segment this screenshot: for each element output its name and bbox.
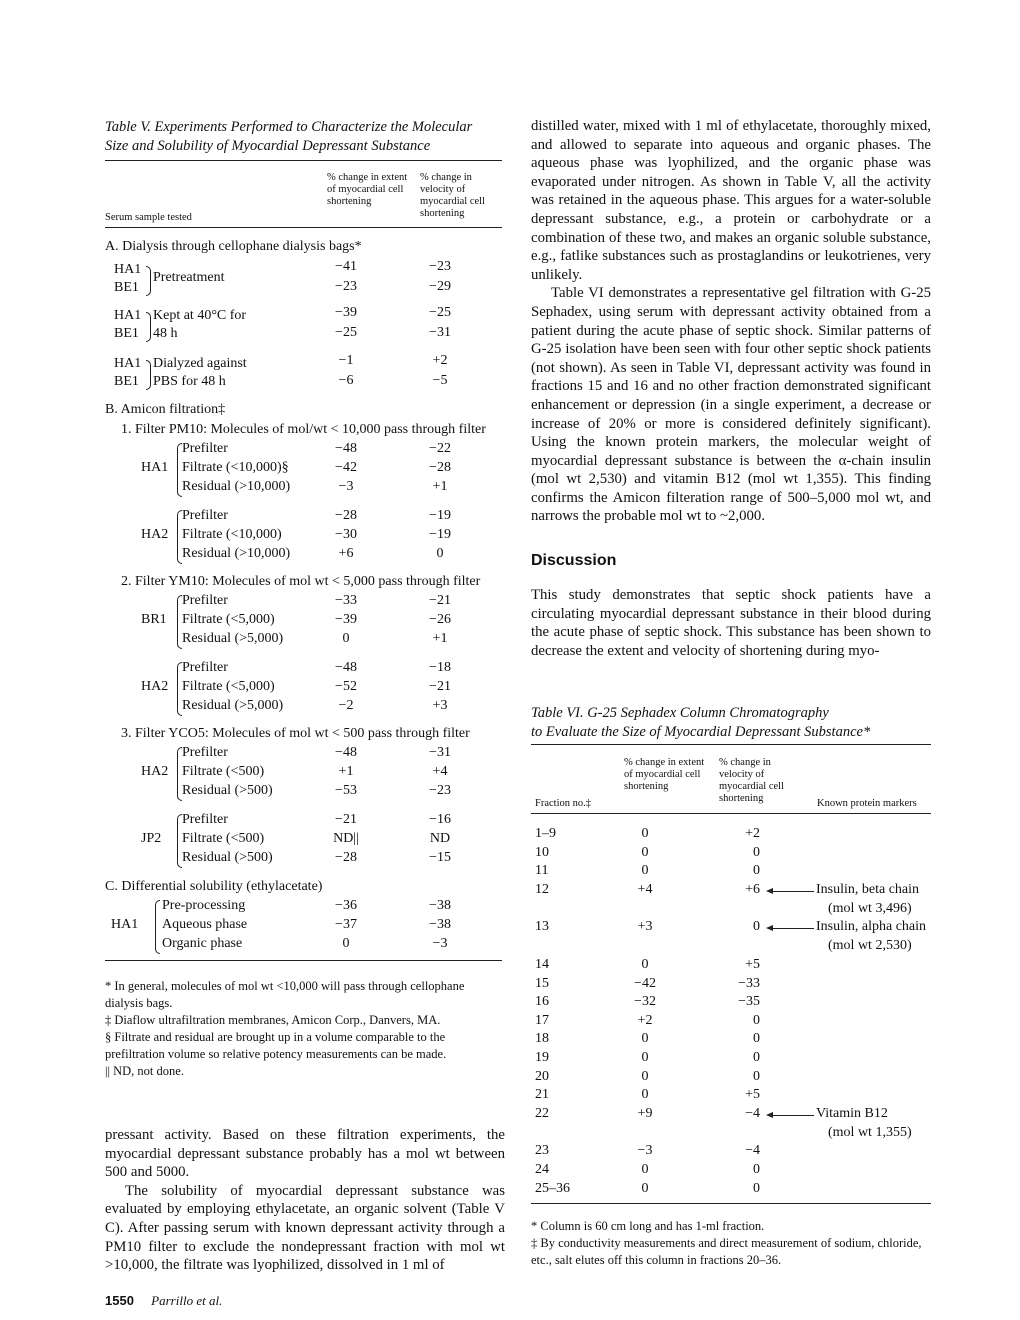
- protein-marker-label: Insulin, beta chain: [816, 881, 920, 897]
- table6-caption-line1: Table VI. G-25 Sephadex Column Chromatography: [531, 705, 829, 721]
- table5-footnote: § Filtrate and residual are brought up in a volume comparable to the prefiltration volume so relative potency measurements can be made.: [105, 1030, 447, 1061]
- paragraph: Table VI demonstrates a representative gel filtration with G-25 Sephadex, using serum with depressant activity obtained from a patient during the acute phase of septic shock. Similar patterns of G-25 isolation have been seen with four other septic shock patients (not shown). As seen in Table VI, depressant activity was found in fractions 15 and 16 and no other fraction demonstrated significant enhancement or depression (in a single experiment, a decrease or increase of 20% or more is considered definitely significant). Using the known protein markers, the molecular weight of myocardial depressant substance is between the α-chain insulin (mol wt 2,530) and vitamin B12 (mol wt 1,355). This finding confirms the Amicon filteration range of 500–5,000 mol wt, and narrows the probable mol wt to ~2,000.: [531, 285, 931, 525]
- velocity-value: 0: [753, 1068, 760, 1084]
- velocity-value: +5: [745, 957, 760, 972]
- extent-value: +9: [637, 1105, 653, 1121]
- velocity-value: +5: [745, 1087, 760, 1103]
- right-body-text: [531, 117, 931, 526]
- extent-value: 0: [342, 936, 350, 951]
- extent-value: +1: [338, 764, 354, 779]
- marker-arrow: [768, 1115, 814, 1116]
- extent-value: −48: [335, 441, 357, 456]
- sample-label: HA2: [141, 764, 169, 779]
- table5-row-desc: Filtrate (<500): [182, 831, 265, 846]
- table6-col-extent: % change in extent of myocardial cell shortening: [624, 757, 705, 792]
- table5-filter-heading: 1. Filter PM10: Molecules of mol/wt < 10,000 pass through filter: [121, 422, 486, 437]
- table5-footnotes: [105, 978, 505, 1080]
- fraction-number: 19: [535, 1050, 549, 1065]
- extent-value: 0: [641, 1050, 649, 1065]
- table5-row-desc: Prefilter: [182, 593, 228, 608]
- brace-mark: [146, 360, 151, 390]
- velocity-value: 0: [436, 546, 444, 561]
- extent-value: −23: [335, 279, 357, 294]
- table5-row-desc: Filtrate (<5,000): [182, 612, 275, 627]
- extent-value: ND||: [333, 831, 359, 846]
- velocity-value: −25: [429, 305, 451, 320]
- sample-label: BE1: [114, 326, 139, 341]
- table5-row-desc: Residual (>5,000): [182, 631, 284, 646]
- extent-value: −39: [335, 612, 357, 627]
- table5-row-desc: Prefilter: [182, 508, 228, 523]
- extent-value: −41: [335, 259, 357, 274]
- extent-value: −52: [335, 679, 357, 694]
- extent-value: +2: [637, 1012, 653, 1028]
- extent-value: 0: [641, 844, 649, 860]
- brace-mark: [155, 900, 160, 954]
- table5-filter-heading: 2. Filter YM10: Molecules of mol wt < 5,000 pass through filter: [121, 574, 481, 589]
- extent-value: −37: [335, 917, 357, 932]
- page-footer: [105, 1293, 222, 1309]
- fraction-number: 13: [535, 919, 549, 935]
- table5-caption-line2: Size and Solubility of Myocardial Depressant Substance: [105, 138, 431, 154]
- velocity-value: +6: [745, 881, 760, 897]
- marker-arrow: [768, 928, 814, 929]
- velocity-value: −21: [429, 679, 451, 694]
- table5-section-heading: A. Dialysis through cellophane dialysis bags*: [105, 239, 362, 254]
- fraction-number: 25–36: [535, 1180, 570, 1196]
- arrow-head-icon: [766, 1112, 773, 1118]
- table5-col-sample: Serum sample tested: [105, 212, 192, 223]
- table5-row-desc: Residual (>500): [182, 783, 273, 798]
- paragraph: The solubility of myocardial depressant substance was evaluated by employing ethylacetate, an organic solvent (Table V C). After passing serum with known depressant activity through a PM10 filter to exclude the nondepressant fraction with mol wt >10,000, the filtrate was lyophilized, dissolved in 1 ml of: [105, 1182, 505, 1274]
- table5-section-heading: C. Differential solubility (ethylacetate): [105, 879, 323, 894]
- sample-label: BR1: [141, 612, 167, 627]
- table5-col-velocity: % change in velocity of myocardial cell shortening: [420, 172, 486, 219]
- velocity-value: −5: [432, 373, 448, 388]
- discussion-heading: Discussion: [531, 552, 617, 569]
- table6-footnote: ‡ By conductivity measurements and direct measurement of sodium, chloride, etc., salt elutes off this column in fractions 20–36.: [531, 1236, 922, 1267]
- table5-row-desc: Dialyzed against: [153, 356, 247, 371]
- fraction-number: 18: [535, 1031, 549, 1047]
- extent-value: −2: [338, 698, 354, 713]
- extent-value: 0: [641, 863, 649, 879]
- table5-row-desc: Residual (>10,000): [182, 546, 291, 561]
- sample-label: HA1: [111, 917, 139, 932]
- extent-value: +3: [637, 919, 653, 935]
- velocity-value: −29: [429, 279, 451, 294]
- table5-row-desc: Kept at 40°C for: [153, 308, 247, 323]
- extent-value: −3: [338, 479, 354, 494]
- extent-value: −39: [335, 305, 357, 320]
- velocity-value: −38: [429, 898, 451, 913]
- velocity-value: −18: [429, 660, 451, 675]
- protein-marker-label: Insulin, alpha chain: [816, 919, 927, 935]
- extent-value: −53: [335, 783, 357, 798]
- arrow-head-icon: [766, 925, 773, 931]
- table5-row-desc: Residual (>500): [182, 850, 273, 865]
- fraction-number: 11: [535, 863, 549, 879]
- protein-marker-label: Vitamin B12: [816, 1105, 888, 1121]
- extent-value: −42: [335, 460, 357, 475]
- paragraph: pressant activity. Based on these filtration experiments, the myocardial depressant substance probably has a mol wt between 500 and 5000.: [105, 1127, 505, 1181]
- running-authors: Parrillo et al.: [151, 1293, 223, 1308]
- extent-value: −21: [335, 812, 357, 827]
- fraction-number: 12: [535, 881, 549, 897]
- fraction-number: 15: [535, 975, 549, 991]
- table5-row-desc: Filtrate (<10,000): [182, 527, 282, 542]
- extent-value: 0: [641, 1087, 649, 1103]
- extent-value: −1: [338, 353, 354, 368]
- table5-footnote: * In general, molecules of mol wt <10,000 will pass through cellophane dialysis bags.: [105, 979, 465, 1010]
- protein-marker-mw: (mol wt 3,496): [828, 900, 912, 916]
- velocity-value: −23: [429, 783, 451, 798]
- fraction-number: 21: [535, 1087, 549, 1103]
- extent-value: −28: [335, 850, 357, 865]
- table5-top-rule: [105, 160, 502, 161]
- table5-row-desc: Prefilter: [182, 745, 228, 760]
- extent-value: 0: [641, 1162, 649, 1177]
- table6-caption: [531, 704, 931, 742]
- velocity-value: +1: [432, 631, 448, 646]
- extent-value: 0: [641, 826, 649, 841]
- fraction-number: 17: [535, 1012, 549, 1028]
- fraction-number: 24: [535, 1162, 549, 1177]
- sample-label: BE1: [114, 374, 139, 389]
- paragraph: This study demonstrates that septic shock patients have a circulating myocardial depressant substance in their blood during the acute phase of septic shock. This substance has been shown to decrease the extent and velocity of shortening during myo-: [531, 587, 931, 659]
- sample-label: HA1: [114, 308, 142, 323]
- velocity-value: −4: [745, 1105, 760, 1121]
- fraction-number: 22: [535, 1105, 549, 1121]
- velocity-value: +1: [432, 479, 448, 494]
- velocity-value: −22: [429, 441, 451, 456]
- table5-row-desc: PBS for 48 h: [153, 374, 226, 389]
- table5-row-desc: Filtrate (<10,000)§: [182, 460, 289, 475]
- extent-value: −25: [335, 325, 357, 340]
- velocity-value: +2: [745, 826, 760, 841]
- table5-row-desc: Prefilter: [182, 812, 228, 827]
- fraction-number: 10: [535, 844, 549, 860]
- sample-label: BE1: [114, 280, 139, 295]
- velocity-value: 0: [753, 919, 760, 935]
- extent-value: −30: [335, 527, 357, 542]
- velocity-value: +2: [432, 353, 448, 368]
- table6-caption-line2: to Evaluate the Size of Myocardial Depressant Substance*: [531, 724, 871, 740]
- sample-label: HA2: [141, 679, 169, 694]
- table5-caption-line1: Table V. Experiments Performed to Characterize the Molecular: [105, 119, 473, 135]
- table5-row-desc: Pre-processing: [162, 898, 246, 913]
- arrow-head-icon: [766, 888, 773, 894]
- table5-row-desc: Aqueous phase: [162, 917, 248, 932]
- velocity-value: ND: [429, 831, 451, 846]
- table6-top-rule: [531, 744, 931, 745]
- extent-value: −33: [335, 593, 357, 608]
- fraction-number: 20: [535, 1068, 549, 1084]
- extent-value: +4: [637, 881, 653, 897]
- velocity-value: 0: [753, 863, 760, 879]
- extent-value: −42: [634, 975, 656, 991]
- extent-value: −36: [335, 898, 357, 913]
- discussion-text: [531, 586, 931, 660]
- table5-row-desc: Prefilter: [182, 441, 228, 456]
- brace-mark: [146, 312, 151, 342]
- table5-footnote: ‡ Diaflow ultrafiltration membranes, Amicon Corp., Danvers, MA.: [105, 1013, 441, 1027]
- sample-label: HA1: [141, 460, 169, 475]
- table5-footnote: || ND, not done.: [105, 1064, 184, 1078]
- marker-arrow: [768, 891, 814, 892]
- table5-row-desc: 48 h: [153, 326, 178, 341]
- extent-value: −28: [335, 508, 357, 523]
- velocity-value: −19: [429, 527, 451, 542]
- protein-marker-mw: (mol wt 1,355): [828, 1124, 912, 1140]
- velocity-value: −16: [429, 812, 451, 827]
- velocity-value: 0: [753, 1180, 760, 1196]
- table5-row-desc: Residual (>10,000): [182, 479, 291, 494]
- extent-value: +6: [338, 546, 354, 561]
- extent-value: 0: [342, 631, 350, 646]
- velocity-value: 0: [753, 1031, 760, 1047]
- table5-row-desc: Prefilter: [182, 660, 228, 675]
- velocity-value: −21: [429, 593, 451, 608]
- fraction-number: 14: [535, 957, 549, 972]
- extent-value: −32: [634, 994, 656, 1010]
- table6-header-rule: [531, 813, 931, 814]
- left-body-text: [105, 1126, 505, 1275]
- extent-value: 0: [641, 1180, 649, 1196]
- fraction-number: 23: [535, 1143, 549, 1159]
- extent-value: 0: [641, 1068, 649, 1084]
- table5-row-desc: Filtrate (<500): [182, 764, 265, 779]
- paragraph: distilled water, mixed with 1 ml of ethylacetate, thoroughly mixed, and allowed to separate into aqueous and organic phases. The aqueous phase was lyophilized, and the organic phase was evaporated under nitrogen. As shown in Table V, all the activity was retained in the aqueous phase. This argues for a water-soluble depressant substance, e.g., a protein or carbohydrate or a combination of these two, and makes an organic soluble substance, e.g., fatlike substances such as prostaglandins or leukotrienes, very unlikely.: [531, 118, 931, 283]
- table5-section-heading: B. Amicon filtration‡: [105, 402, 226, 417]
- table6-col-markers: Known protein markers: [817, 798, 917, 809]
- table6-footnotes: [531, 1218, 931, 1269]
- fraction-number: 1–9: [535, 826, 556, 841]
- extent-value: −48: [335, 745, 357, 760]
- extent-value: 0: [641, 1031, 649, 1047]
- velocity-value: +3: [432, 698, 448, 713]
- sample-label: HA1: [114, 356, 142, 371]
- velocity-value: 0: [753, 1050, 760, 1065]
- table5-row-desc: Filtrate (<5,000): [182, 679, 275, 694]
- velocity-value: −31: [429, 325, 451, 340]
- table5-bottom-rule: [105, 960, 502, 961]
- extent-value: 0: [641, 957, 649, 972]
- sample-label: JP2: [141, 831, 162, 846]
- velocity-value: −3: [432, 936, 448, 951]
- extent-value: −3: [637, 1143, 653, 1159]
- velocity-value: −28: [429, 460, 451, 475]
- extent-value: −6: [338, 373, 354, 388]
- velocity-value: −31: [429, 745, 451, 760]
- velocity-value: −4: [745, 1143, 760, 1159]
- sample-label: HA2: [141, 527, 169, 542]
- page-number: 1550: [105, 1293, 134, 1308]
- velocity-value: 0: [753, 844, 760, 860]
- velocity-value: −23: [429, 259, 451, 274]
- velocity-value: −19: [429, 508, 451, 523]
- protein-marker-mw: (mol wt 2,530): [828, 938, 912, 954]
- extent-value: −48: [335, 660, 357, 675]
- velocity-value: +4: [432, 764, 448, 779]
- velocity-value: −15: [429, 850, 451, 865]
- table6-bottom-rule: [531, 1203, 931, 1204]
- table6-footnote: * Column is 60 cm long and has 1-ml fraction.: [531, 1219, 765, 1233]
- table5-header-rule: [105, 227, 502, 228]
- table5-row-desc: Pretreatment: [153, 270, 225, 285]
- table5-row-desc: Residual (>5,000): [182, 698, 284, 713]
- sample-label: HA1: [114, 262, 142, 277]
- table5-col-extent: % change in extent of myocardial cell shortening: [327, 172, 408, 207]
- table5-caption: [105, 118, 505, 156]
- table5-filter-heading: 3. Filter YCO5: Molecules of mol wt < 500 pass through filter: [121, 726, 470, 741]
- velocity-value: 0: [753, 1162, 760, 1177]
- velocity-value: −35: [738, 994, 760, 1010]
- brace-mark: [146, 266, 151, 296]
- fraction-number: 16: [535, 994, 549, 1010]
- velocity-value: 0: [753, 1012, 760, 1028]
- table5-row-desc: Organic phase: [162, 936, 243, 951]
- table6-col-fraction: Fraction no.‡: [535, 798, 591, 809]
- velocity-value: −33: [738, 975, 760, 991]
- velocity-value: −38: [429, 917, 451, 932]
- velocity-value: −26: [429, 612, 451, 627]
- table6-col-velocity: % change in velocity of myocardial cell shortening: [719, 757, 785, 804]
